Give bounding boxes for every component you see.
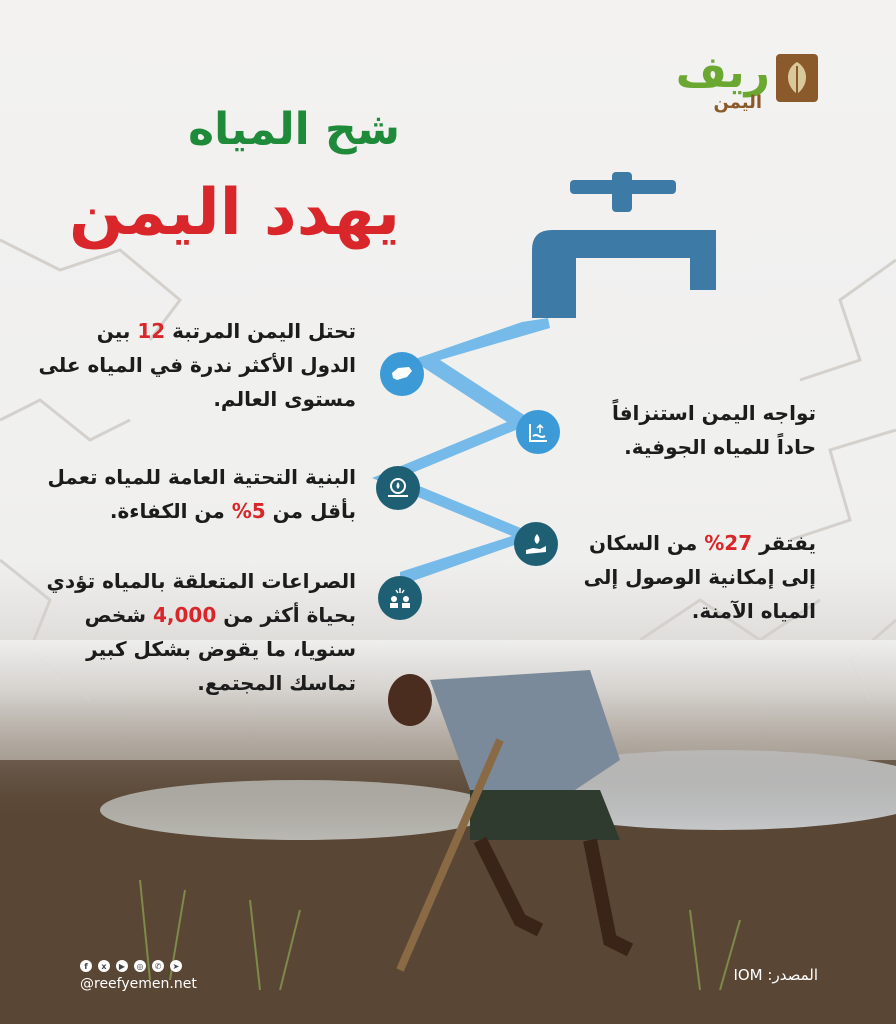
logo-main-text: ريف bbox=[675, 47, 770, 98]
website-link[interactable]: @reefyemen.net bbox=[80, 976, 197, 992]
faucet-icon bbox=[532, 172, 716, 318]
fact-rank: تحتل اليمن المرتبة 12 بين الدول الأكثر ندرة في المياه على مستوى العالم. bbox=[38, 319, 356, 411]
fact-safe-water: يفتقر 27% من السكان إلى إمكانية الوصول إلى المياه الآمنة. bbox=[583, 531, 816, 623]
x-icon[interactable]: x bbox=[98, 960, 110, 972]
whatsapp-icon[interactable]: ✆ bbox=[152, 960, 164, 972]
water-level-icon bbox=[516, 410, 560, 454]
conflict-people-icon bbox=[378, 576, 422, 620]
logo-sub-text: اليمن bbox=[713, 92, 762, 113]
hand-water-drop-icon bbox=[514, 522, 558, 566]
water-treatment-icon bbox=[376, 466, 420, 510]
fact-groundwater: تواجه اليمن استنزافاً حاداً للمياه الجوفية. bbox=[611, 401, 816, 459]
fact-infrastructure: البنية التحتية العامة للمياه تعمل بأقل من 5% من الكفاءة. bbox=[47, 465, 356, 523]
social-icons bbox=[80, 960, 182, 972]
telegram-icon[interactable]: ➤ bbox=[170, 960, 182, 972]
fact-conflict: الصراعات المتعلقة بالمياه تؤدي بحياة أكثر من 4,000 شخص سنويا، ما يقوض بشكل كبير تماسك المجتمع. bbox=[46, 569, 356, 695]
instagram-icon[interactable]: ◎ bbox=[134, 960, 146, 972]
facebook-icon[interactable]: f bbox=[80, 960, 92, 972]
yemen-map-icon bbox=[380, 352, 424, 396]
youtube-icon[interactable]: ▶ bbox=[116, 960, 128, 972]
title-line-1: شح المياه bbox=[188, 104, 400, 155]
source-credit: المصدر: IOM bbox=[733, 966, 818, 984]
title-line-2: يهدد اليمن bbox=[69, 176, 400, 250]
